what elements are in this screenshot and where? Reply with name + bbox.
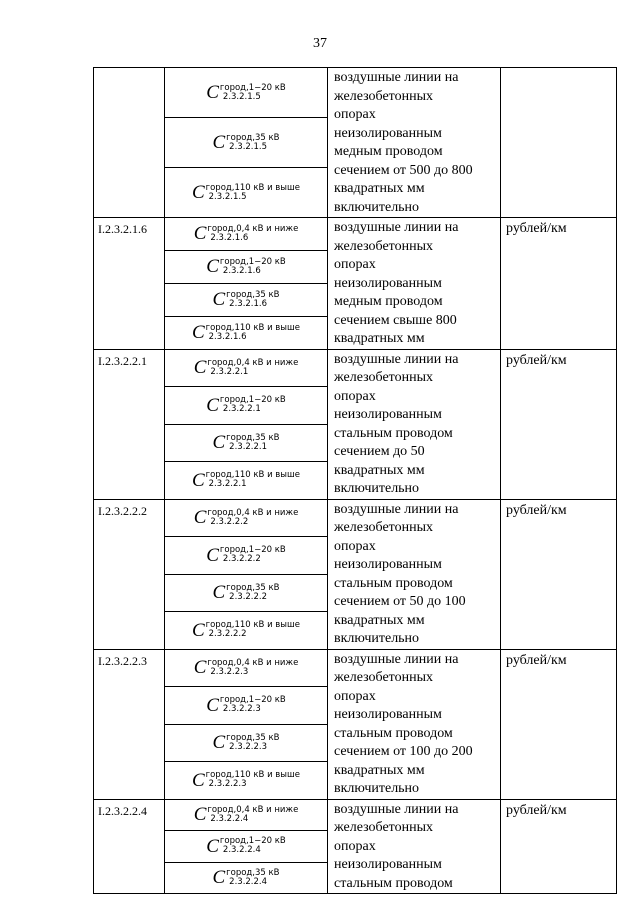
description-line: опорах — [334, 107, 376, 122]
tariff-table-body — [94, 68, 617, 894]
formula-superscript: город,1−20 кВ — [219, 545, 286, 556]
formula-scripts — [207, 659, 298, 677]
description-line: медным проводом — [334, 294, 443, 309]
formula-cell — [165, 862, 328, 894]
formula-subscript: 2.3.2.2.3 — [229, 741, 268, 752]
formula-scripts — [206, 621, 300, 639]
formula — [165, 540, 327, 570]
description-line: квадратных мм — [334, 462, 425, 478]
formula-superscript: город,1−20 кВ — [219, 836, 286, 847]
description-line: сечением от 50 до 100 — [334, 594, 466, 609]
formula-superscript: город,0,4 кВ и ниже — [207, 224, 299, 235]
formula-subscript: 2.3.2.2.2 — [210, 516, 249, 527]
formula — [165, 831, 327, 861]
formula-cell — [165, 250, 328, 283]
description-line: опорах — [334, 257, 376, 272]
formula-scripts — [226, 434, 279, 452]
formula-scripts — [226, 869, 279, 887]
formula-subscript: 2.3.2.2.1 — [222, 404, 261, 415]
cost-symbol: C — [193, 223, 207, 245]
description-line: воздушные линии на — [334, 70, 459, 85]
row-unit: рублей/км — [501, 499, 617, 649]
cost-symbol: C — [212, 289, 226, 311]
formula-scripts — [207, 359, 298, 377]
formula-cell — [165, 349, 328, 387]
formula-superscript: город,0,4 кВ и ниже — [207, 657, 299, 668]
formula — [165, 219, 327, 249]
formula-cell — [165, 724, 328, 762]
formula-subscript: 2.3.2.2.3 — [222, 704, 261, 715]
cost-symbol: C — [212, 432, 226, 454]
cost-symbol: C — [191, 182, 205, 203]
description-line: неизолированным — [334, 707, 442, 722]
formula — [165, 578, 327, 608]
row-code: I.2.3.2.2.2 — [94, 499, 165, 649]
cost-symbol: C — [193, 357, 207, 379]
formula-subscript: 2.3.2.2.4 — [210, 813, 249, 824]
formula-scripts — [220, 396, 286, 414]
formula-subscript: 2.3.2.1.6 — [229, 298, 268, 309]
formula-scripts — [220, 696, 286, 714]
formula-cell — [165, 799, 328, 831]
cost-symbol: C — [193, 657, 207, 679]
formula-scripts — [226, 734, 279, 752]
cost-symbol: C — [191, 619, 205, 641]
formula-scripts — [220, 837, 286, 855]
formula-subscript: 2.3.2.2.2 — [208, 629, 247, 640]
formula-subscript: 2.3.2.1.5 — [208, 191, 247, 202]
description-line: железобетонных — [334, 670, 433, 685]
description-line: железобетонных — [334, 820, 433, 835]
description-line: неизолированным — [334, 557, 442, 572]
description-line: опорах — [334, 388, 376, 404]
row-description — [328, 799, 501, 894]
formula-subscript: 2.3.2.1.6 — [222, 265, 261, 276]
formula — [165, 690, 327, 720]
formula-cell — [165, 574, 328, 612]
description-line: стальным проводом — [334, 425, 453, 441]
description-line: сечением от 500 до 800 — [334, 162, 473, 178]
description-line: сечением от 100 до 200 — [334, 744, 473, 759]
description-line: квадратных мм — [334, 331, 425, 346]
formula-subscript: 2.3.2.2.1 — [208, 479, 247, 490]
formula-superscript: город,35 кВ — [226, 132, 280, 143]
formula — [165, 285, 327, 315]
description-line: воздушные линии на — [334, 801, 459, 817]
formula — [165, 78, 327, 108]
table-row — [94, 349, 617, 387]
formula-cell — [165, 218, 328, 251]
formula-cell — [165, 283, 328, 316]
formula — [165, 503, 327, 533]
row-code: I.2.3.2.2.3 — [94, 649, 165, 799]
formula-superscript: город,1−20 кВ — [219, 82, 286, 93]
formula-cell — [165, 687, 328, 725]
cost-symbol: C — [193, 804, 207, 826]
formula-superscript: город,110 кВ и выше — [205, 470, 301, 481]
row-unit: рублей/км — [501, 349, 617, 499]
cost-symbol: C — [191, 769, 205, 791]
description-line: железобетонных — [334, 238, 433, 254]
cost-symbol: C — [191, 469, 205, 491]
formula-cell — [165, 387, 328, 425]
formula-scripts — [206, 324, 300, 342]
formula — [165, 765, 327, 795]
description-line: неизолированным — [334, 857, 442, 872]
description-line: сечением свыше 800 — [334, 312, 457, 328]
description-line: опорах — [334, 838, 376, 854]
formula-subscript: 2.3.2.1.6 — [210, 232, 249, 243]
formula — [165, 465, 327, 495]
formula-cell — [165, 168, 328, 218]
formula — [165, 128, 327, 158]
description-line: железобетонных — [334, 370, 433, 385]
formula-scripts — [206, 184, 300, 202]
formula-subscript: 2.3.2.2.4 — [222, 845, 261, 856]
description-line: квадратных мм — [334, 612, 425, 628]
formula-cell — [165, 612, 328, 650]
formula-superscript: город,110 кВ и выше — [205, 182, 301, 193]
formula-cell — [165, 424, 328, 462]
formula-subscript: 2.3.2.2.3 — [208, 779, 247, 790]
formula — [165, 653, 327, 683]
description-line: квадратных мм — [334, 762, 425, 778]
table-row — [94, 218, 617, 251]
description-line: неизолированным — [334, 275, 442, 291]
formula-cell — [165, 118, 328, 168]
formula-cell — [165, 499, 328, 537]
description-line: неизолированным — [334, 407, 442, 422]
formula-superscript: город,110 кВ и выше — [205, 322, 301, 333]
table-row — [94, 499, 617, 537]
formula-subscript: 2.3.2.1.6 — [208, 331, 247, 342]
description-line: неизолированным — [334, 125, 442, 141]
formula-subscript: 2.3.2.2.3 — [210, 666, 249, 677]
cost-symbol: C — [193, 507, 207, 529]
row-unit: рублей/км — [501, 649, 617, 799]
formula-superscript: город,35 кВ — [226, 289, 280, 300]
description-line: железобетонных — [334, 520, 433, 535]
row-code: I.2.3.2.2.1 — [94, 349, 165, 499]
cost-symbol: C — [206, 694, 219, 716]
formula — [165, 728, 327, 758]
formula-superscript: город,0,4 кВ и ниже — [207, 507, 299, 518]
formula-superscript: город,35 кВ — [226, 582, 280, 593]
formula-scripts — [220, 258, 286, 276]
formula-scripts — [226, 584, 279, 602]
formula-scripts — [207, 225, 298, 243]
row-description — [328, 499, 501, 649]
description-line: стальным проводом — [334, 575, 453, 591]
formula-scripts — [207, 509, 298, 527]
description-line: сечением до 50 — [334, 444, 425, 459]
cost-symbol: C — [206, 82, 219, 103]
formula — [165, 178, 327, 208]
formula-superscript: город,1−20 кВ — [219, 695, 286, 706]
formula-subscript: 2.3.2.2.2 — [229, 591, 268, 602]
formula — [165, 390, 327, 420]
formula-superscript: город,0,4 кВ и ниже — [207, 357, 299, 368]
description-line: воздушные линии на — [334, 220, 459, 235]
formula-cell — [165, 316, 328, 349]
table-row — [94, 799, 617, 831]
description-line: опорах — [334, 688, 376, 704]
formula-cell — [165, 68, 328, 118]
formula — [165, 252, 327, 282]
description-line: воздушные линии на — [334, 501, 459, 517]
row-unit: рублей/км — [501, 218, 617, 350]
formula — [165, 800, 327, 830]
formula-cell — [165, 537, 328, 575]
description-line: стальным проводом — [334, 875, 453, 891]
formula — [165, 863, 327, 893]
description-line: включительно — [334, 631, 420, 646]
row-description — [328, 68, 501, 218]
row-code: I.2.3.2.2.4 — [94, 799, 165, 894]
cost-symbol: C — [206, 544, 219, 566]
description-line: опорах — [334, 538, 376, 554]
description-line: медным проводом — [334, 144, 443, 159]
page-number: 37 — [313, 36, 327, 51]
description-line: стальным проводом — [334, 725, 453, 741]
formula-superscript: город,1−20 кВ — [219, 395, 286, 406]
cost-symbol: C — [191, 322, 205, 344]
tariff-table — [93, 67, 617, 894]
row-code — [94, 68, 165, 218]
description-line: воздушные линии на — [334, 651, 459, 667]
formula-superscript: город,35 кВ — [226, 432, 280, 443]
row-unit — [501, 68, 617, 218]
row-description — [328, 218, 501, 350]
formula-subscript: 2.3.2.1.5 — [229, 141, 268, 152]
formula-superscript: город,0,4 кВ и ниже — [207, 804, 299, 815]
formula-subscript: 2.3.2.1.5 — [222, 91, 261, 102]
formula-scripts — [220, 546, 286, 564]
formula-scripts — [206, 771, 300, 789]
formula-superscript: город,1−20 кВ — [219, 256, 286, 267]
formula-superscript: город,35 кВ — [226, 867, 280, 878]
description-line: воздушные линии на — [334, 351, 459, 367]
row-unit: рублей/км — [501, 799, 617, 894]
formula-scripts — [207, 806, 298, 824]
cost-symbol: C — [212, 582, 226, 604]
formula-scripts — [226, 134, 279, 152]
formula — [165, 428, 327, 458]
description-line: включительно — [334, 199, 420, 215]
formula-cell — [165, 762, 328, 800]
cost-symbol: C — [212, 132, 226, 153]
cost-symbol: C — [206, 394, 219, 416]
formula-scripts — [220, 84, 286, 102]
cost-symbol: C — [206, 835, 219, 857]
formula-superscript: город,110 кВ и выше — [205, 770, 301, 781]
row-description — [328, 349, 501, 499]
table-row — [94, 649, 617, 687]
description-line: включительно — [334, 781, 420, 796]
formula-subscript: 2.3.2.2.1 — [229, 441, 268, 452]
formula-scripts — [206, 471, 300, 489]
formula-cell — [165, 462, 328, 500]
formula-subscript: 2.3.2.2.1 — [210, 366, 249, 377]
formula — [165, 353, 327, 383]
formula-scripts — [226, 291, 279, 309]
table-row — [94, 68, 617, 118]
formula-superscript: город,35 кВ — [226, 732, 280, 743]
formula-superscript: город,110 кВ и выше — [205, 620, 301, 631]
formula-cell — [165, 831, 328, 863]
formula — [165, 318, 327, 348]
row-description — [328, 649, 501, 799]
description-line: квадратных мм — [334, 181, 425, 196]
cost-symbol: C — [212, 867, 226, 889]
cost-symbol: C — [206, 256, 219, 278]
row-code: I.2.3.2.1.6 — [94, 218, 165, 350]
formula — [165, 615, 327, 645]
description-line: железобетонных — [334, 88, 433, 104]
cost-symbol: C — [212, 732, 226, 754]
description-line: включительно — [334, 481, 420, 496]
formula-subscript: 2.3.2.2.2 — [222, 554, 261, 565]
formula-cell — [165, 649, 328, 687]
formula-subscript: 2.3.2.2.4 — [229, 876, 268, 887]
